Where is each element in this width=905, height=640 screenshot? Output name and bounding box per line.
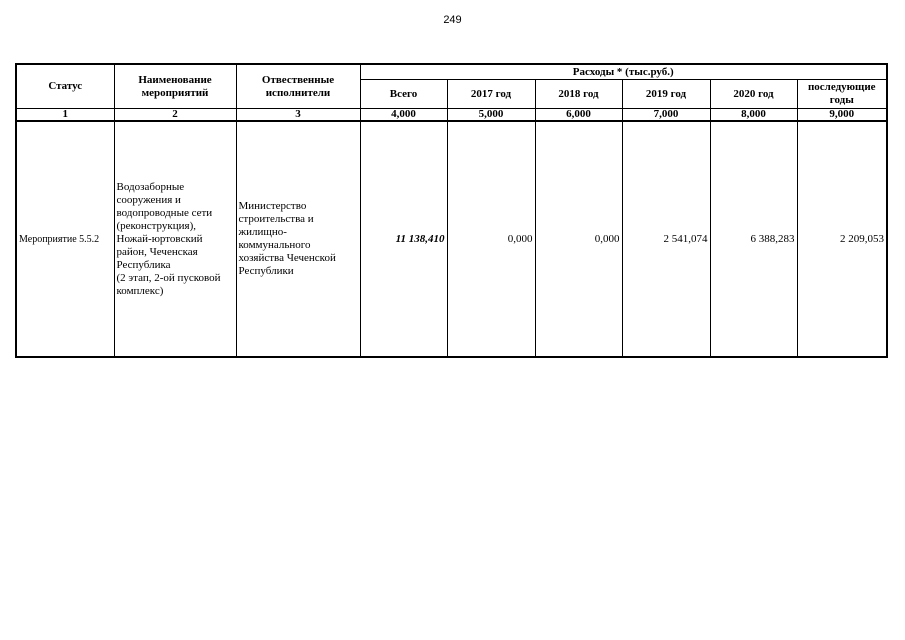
- header-expenses: Расходы * (тыс.руб.): [360, 64, 887, 80]
- row-total: 11 138,410: [360, 121, 447, 357]
- row-2019: 2 541,074: [622, 121, 710, 357]
- index-cell: 4,000: [360, 109, 447, 122]
- row-2020: 6 388,283: [710, 121, 797, 357]
- header-total: Всего: [360, 80, 447, 109]
- row-2017: 0,000: [447, 121, 535, 357]
- index-cell: 9,000: [797, 109, 887, 122]
- index-cell: 2: [114, 109, 236, 122]
- index-cell: 3: [236, 109, 360, 122]
- index-row: [16, 109, 887, 122]
- header-2017: 2017 год: [447, 80, 535, 109]
- header-2020: 2020 год: [710, 80, 797, 109]
- row-2018: 0,000: [535, 121, 622, 357]
- index-cell: 7,000: [622, 109, 710, 122]
- header-2019: 2019 год: [622, 80, 710, 109]
- index-cell: 5,000: [447, 109, 535, 122]
- row-later-years: 2 209,053: [797, 121, 887, 357]
- header-responsible: Отвественные исполнители: [236, 64, 360, 109]
- index-cell: 6,000: [535, 109, 622, 122]
- table-row: [16, 121, 887, 357]
- index-cell: 8,000: [710, 109, 797, 122]
- row-status: Мероприятие 5.5.2: [16, 121, 114, 357]
- index-cell: 1: [16, 109, 114, 122]
- header-status: Статус: [16, 64, 114, 109]
- page-number: 249: [443, 14, 462, 26]
- row-responsible: Министерство строительства и жилищно-коммунального хозяйства Чеченской Республики: [236, 121, 360, 357]
- header-2018: 2018 год: [535, 80, 622, 109]
- header-name: Наименование мероприятий: [114, 64, 236, 109]
- row-name: Водозаборные сооружения и водопроводные сети (реконструкция), Ножай-юртовский район, Чеченская Республика (2 этап, 2-ой пусковой комплекс): [114, 121, 236, 357]
- header-later-years: последующие годы: [797, 80, 887, 109]
- budget-table: [15, 63, 888, 358]
